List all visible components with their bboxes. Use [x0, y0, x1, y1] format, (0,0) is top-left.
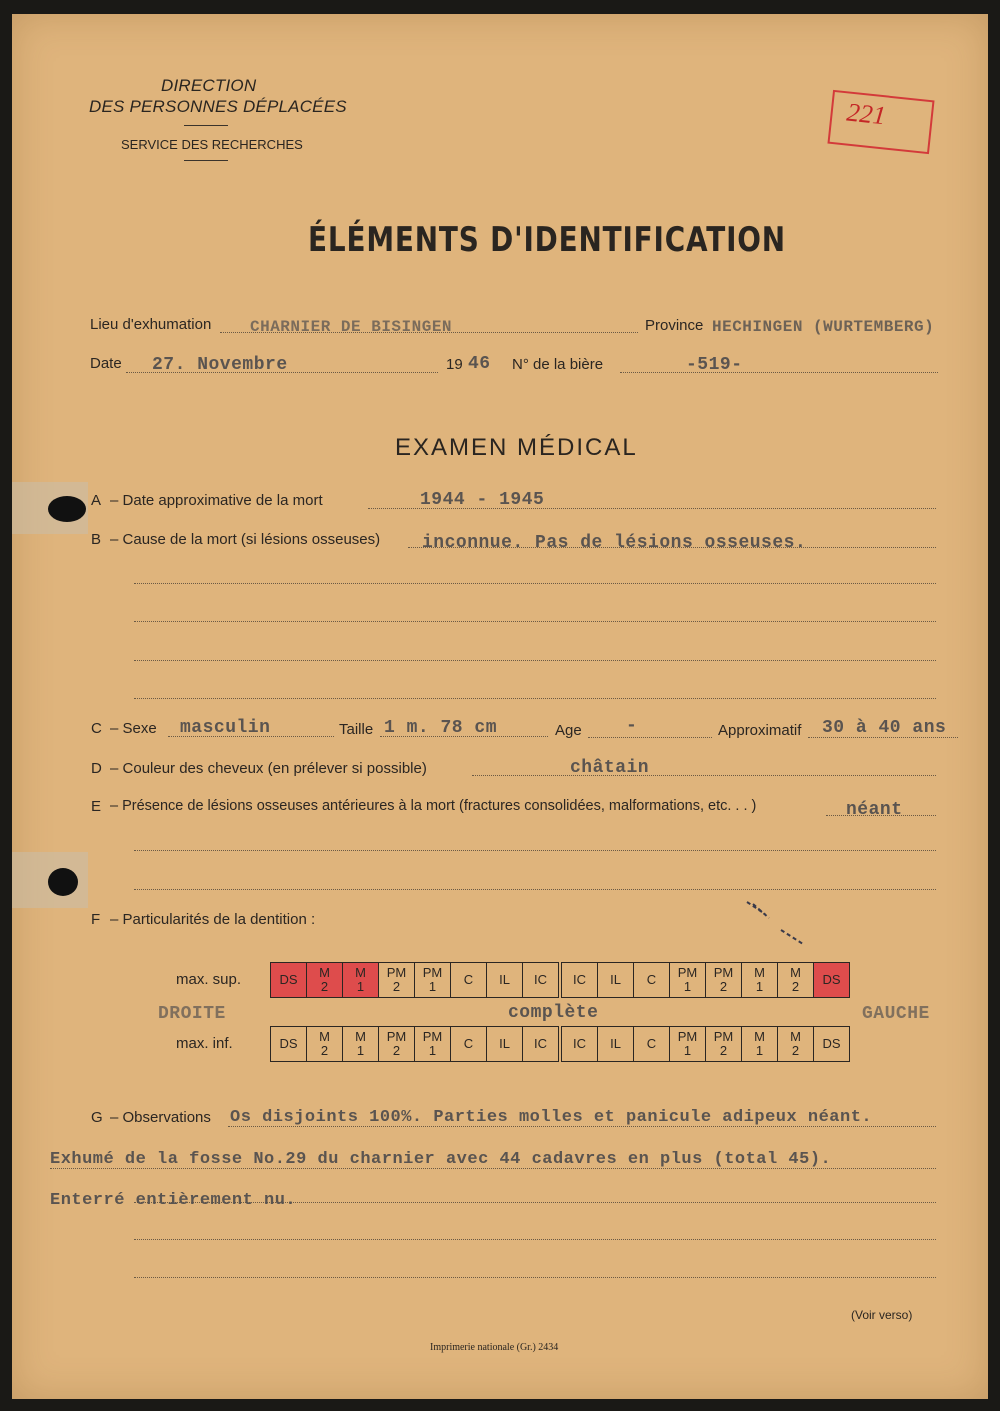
- lower-tooth-11: [670, 1027, 706, 1062]
- red-number-stamp: 221: [827, 90, 934, 154]
- upper-tooth-label: IC: [573, 972, 586, 987]
- lower-tooth-label: IL: [499, 1036, 510, 1051]
- lower-tooth-label: PM: [677, 1029, 698, 1044]
- lower-tooth-number: 2: [791, 1043, 800, 1058]
- upper-tooth-11: [670, 963, 706, 998]
- item-f-label: – Particularités de la dentition :: [110, 911, 316, 928]
- lower-tooth-label: DS: [822, 1036, 841, 1051]
- punch-hole-top: [48, 496, 86, 522]
- lower-tooth-4: [415, 1027, 451, 1062]
- lower-tooth-14: [778, 1027, 814, 1062]
- upper-tooth-number: 2: [320, 979, 329, 994]
- lieu-label: Lieu d'exhumation: [90, 316, 212, 333]
- item-a-label: – Date approximative de la mort: [110, 492, 323, 509]
- upper-tooth-4: [415, 963, 451, 998]
- upper-tooth-label: M: [754, 965, 765, 980]
- droite-label: DROITE: [158, 1004, 226, 1024]
- age-value: -: [626, 716, 638, 736]
- item-e-letter: E: [91, 798, 102, 815]
- lower-tooth-label: M: [754, 1029, 765, 1044]
- item-a-letter: A: [91, 492, 102, 509]
- upper-tooth-number: 2: [719, 979, 728, 994]
- lower-teeth-chart: [270, 1026, 850, 1062]
- complete-value: complète: [508, 1003, 599, 1023]
- upper-tooth-1: [307, 963, 343, 998]
- year-prefix: 19: [446, 356, 463, 373]
- item-b-line-5: [134, 698, 936, 699]
- item-g-letter: G: [91, 1109, 103, 1126]
- upper-tooth-number: 1: [356, 979, 365, 994]
- upper-tooth-number: 1: [755, 979, 764, 994]
- upper-tooth-2: [343, 963, 379, 998]
- pencil-mark: [745, 900, 805, 945]
- upper-tooth-label: M: [355, 965, 366, 980]
- upper-tooth-13: [742, 963, 778, 998]
- item-a-label-text: Date approximative de la mort: [122, 492, 323, 509]
- item-d-value: châtain: [570, 758, 650, 778]
- upper-tooth-label: DS: [279, 972, 298, 987]
- date-value: 27. Novembre: [152, 355, 288, 375]
- upper-tooth-label: M: [319, 965, 330, 980]
- item-e-line-3: [134, 889, 936, 890]
- upper-tooth-label: PM: [677, 965, 698, 980]
- upper-tooth-label: IL: [610, 972, 621, 987]
- lower-tooth-number: 2: [392, 1043, 401, 1058]
- biere-label: N° de la bière: [512, 356, 604, 373]
- header-direction: DIRECTION: [161, 76, 257, 95]
- lower-tooth-label: C: [646, 1036, 657, 1051]
- item-b-line-4: [134, 660, 936, 661]
- item-b-label: – Cause de la mort (si lésions osseuses): [110, 531, 381, 548]
- item-b-label-text: Cause de la mort (si lésions osseuses): [122, 531, 381, 548]
- observations-text-1: Os disjoints 100%. Parties molles et panicule adipeux néant.: [230, 1108, 873, 1127]
- lower-tooth-label: DS: [279, 1036, 298, 1051]
- upper-teeth-chart: [270, 962, 850, 998]
- imprimerie-nationale: Imprimerie nationale (Gr.) 2434: [430, 1342, 559, 1353]
- upper-tooth-label: C: [463, 972, 474, 987]
- upper-tooth-14: [778, 963, 814, 998]
- header-service: SERVICE DES RECHERCHES: [121, 137, 303, 152]
- lower-tooth-number: 2: [719, 1043, 728, 1058]
- lower-tooth-label: PM: [386, 1029, 407, 1044]
- max-inf-label: max. inf.: [176, 1035, 233, 1052]
- header-personnes-deplacees: DES PERSONNES DÉPLACÉES: [89, 97, 347, 116]
- age-label: Age: [555, 722, 582, 739]
- lower-tooth-label: PM: [422, 1029, 443, 1044]
- voir-verso: (Voir verso): [851, 1308, 913, 1322]
- lower-tooth-label: M: [319, 1029, 330, 1044]
- observations-label: – Observations: [110, 1109, 211, 1126]
- lower-tooth-label: M: [355, 1029, 366, 1044]
- biere-line: [620, 372, 938, 373]
- upper-tooth-label: PM: [422, 965, 443, 980]
- upper-tooth-number: 2: [791, 979, 800, 994]
- item-b-letter: B: [91, 531, 102, 548]
- observations-text-3: Enterré entièrement nu.: [50, 1191, 297, 1210]
- lower-tooth-2: [343, 1027, 379, 1062]
- lower-tooth-number: 1: [428, 1043, 437, 1058]
- punch-hole-bottom: [48, 868, 78, 896]
- item-c-letter: C: [91, 720, 102, 737]
- lower-tooth-label: IC: [534, 1036, 547, 1051]
- upper-tooth-9: [598, 963, 634, 998]
- lower-tooth-number: 2: [320, 1043, 329, 1058]
- year-value: 46: [468, 354, 491, 374]
- upper-tooth-0: [271, 963, 307, 998]
- lower-tooth-number: 1: [683, 1043, 692, 1058]
- lower-tooth-number: 1: [755, 1043, 764, 1058]
- taille-value: 1 m. 78 cm: [384, 718, 498, 738]
- lower-tooth-3: [379, 1027, 415, 1062]
- item-b-line-3: [134, 621, 936, 622]
- lower-tooth-0: [271, 1027, 307, 1062]
- item-f-label-text: Particularités de la dentition :: [122, 911, 316, 928]
- lower-tooth-13: [742, 1027, 778, 1062]
- biere-value: -519-: [686, 355, 743, 375]
- age-line: [588, 737, 712, 738]
- lower-tooth-8: [562, 1027, 598, 1062]
- upper-tooth-label: IL: [499, 972, 510, 987]
- upper-tooth-5: [451, 963, 487, 998]
- sexe-label: – Sexe: [110, 720, 157, 737]
- upper-tooth-10: [634, 963, 670, 998]
- province-value: HECHINGEN (WURTEMBERG): [712, 318, 935, 336]
- observations-label-text: Observations: [122, 1109, 211, 1126]
- lower-tooth-12: [706, 1027, 742, 1062]
- observations-text-2: Exhumé de la fosse No.29 du charnier avec 44 cadavres en plus (total 45).: [50, 1150, 832, 1169]
- taille-label: Taille: [339, 721, 374, 738]
- upper-tooth-number: 1: [428, 979, 437, 994]
- lower-tooth-label: PM: [713, 1029, 734, 1044]
- upper-tooth-label: IC: [534, 972, 547, 987]
- header-rule-1: [184, 125, 228, 126]
- item-b-line-2: [134, 583, 936, 584]
- lower-tooth-number: 1: [356, 1043, 365, 1058]
- province-label: Province: [645, 317, 704, 334]
- upper-tooth-6: [487, 963, 523, 998]
- lower-tooth-label: IL: [610, 1036, 621, 1051]
- upper-tooth-8: [562, 963, 598, 998]
- upper-tooth-3: [379, 963, 415, 998]
- item-b-value: inconnue. Pas de lésions osseuses.: [422, 533, 807, 553]
- upper-tooth-label: DS: [822, 972, 841, 987]
- lower-tooth-1: [307, 1027, 343, 1062]
- item-e-label: – Présence de lésions osseuses antérieures à la mort (fractures consolidées, malformations, etc. . . ): [110, 798, 757, 814]
- sexe-value: masculin: [180, 718, 271, 738]
- lower-tooth-10: [634, 1027, 670, 1062]
- lower-tooth-7: [523, 1027, 559, 1062]
- observations-line-4: [134, 1239, 936, 1240]
- approx-value: 30 à 40 ans: [822, 718, 947, 738]
- lower-tooth-5: [451, 1027, 487, 1062]
- upper-tooth-15: [814, 963, 850, 998]
- lower-tooth-9: [598, 1027, 634, 1062]
- max-sup-label: max. sup.: [176, 971, 242, 988]
- upper-tooth-label: C: [646, 972, 657, 987]
- upper-tooth-7: [523, 963, 559, 998]
- upper-tooth-number: 1: [683, 979, 692, 994]
- sexe-label-text: Sexe: [122, 720, 157, 737]
- item-d-line: [472, 775, 936, 776]
- item-e-line-2: [134, 850, 936, 851]
- upper-tooth-label: PM: [713, 965, 734, 980]
- lower-tooth-15: [814, 1027, 850, 1062]
- date-label: Date: [90, 355, 122, 372]
- upper-tooth-number: 2: [392, 979, 401, 994]
- item-d-label: – Couleur des cheveux (en prélever si possible): [110, 760, 427, 777]
- section-title: EXAMEN MÉDICAL: [395, 434, 638, 461]
- observations-line-5: [134, 1277, 936, 1278]
- upper-tooth-label: M: [790, 965, 801, 980]
- approx-label: Approximatif: [718, 722, 802, 739]
- item-e-value: néant: [846, 800, 903, 820]
- gauche-label: GAUCHE: [862, 1004, 930, 1024]
- item-f-letter: F: [91, 911, 101, 928]
- header-rule-2: [184, 160, 228, 161]
- lieu-value: CHARNIER DE BISINGEN: [250, 318, 453, 336]
- page-title: ÉLÉMENTS D'IDENTIFICATION: [308, 220, 786, 260]
- item-e-label-text: Présence de lésions osseuses antérieures à la mort (fractures consolidées, malformations, etc. . . ): [122, 798, 757, 814]
- item-a-value: 1944 - 1945: [420, 490, 545, 510]
- lower-tooth-6: [487, 1027, 523, 1062]
- item-d-letter: D: [91, 760, 102, 777]
- lower-tooth-label: IC: [573, 1036, 586, 1051]
- lower-tooth-label: C: [463, 1036, 474, 1051]
- upper-tooth-12: [706, 963, 742, 998]
- pencil-mark-icon: [745, 900, 805, 945]
- lower-tooth-label: M: [790, 1029, 801, 1044]
- item-d-label-text: Couleur des cheveux (en prélever si possible): [122, 760, 427, 777]
- upper-tooth-label: PM: [386, 965, 407, 980]
